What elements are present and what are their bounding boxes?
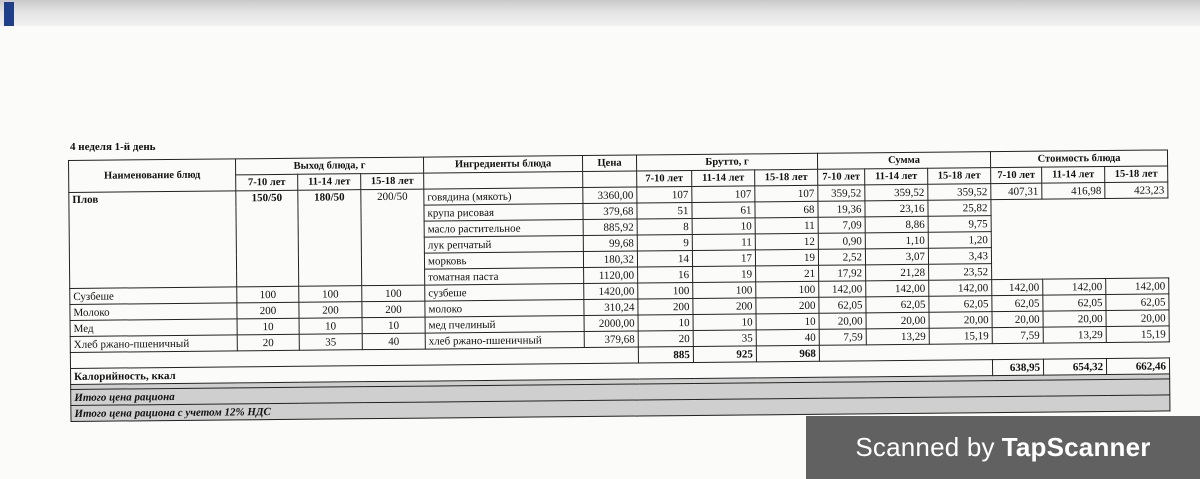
sum-value: 359,52 [928, 184, 991, 201]
dish-output: 10 [299, 318, 362, 335]
dish-name: Плов [69, 191, 237, 289]
gross-value: 68 [755, 201, 818, 218]
ingredients-subheader [424, 172, 583, 190]
watermark-brand: TapScanner [1001, 432, 1151, 462]
sum-value: 142,00 [866, 280, 929, 297]
cost-total: 654,32 [1043, 359, 1106, 376]
ingredient-price: 310,24 [584, 299, 638, 316]
gross-value: 8 [637, 219, 692, 236]
dish-output: 20 [237, 334, 299, 351]
dish-name: Сузбеше [70, 287, 237, 305]
gross-value: 12 [755, 233, 818, 250]
age-header: 15-18 лет [1105, 166, 1168, 183]
watermark-prefix: Scanned by [855, 432, 995, 462]
dish-output: 100 [237, 286, 299, 303]
gross-value: 61 [692, 202, 755, 219]
age-header: 15-18 лет [361, 173, 424, 190]
cost-value: 20,00 [1043, 311, 1106, 328]
sum-value: 21,28 [866, 264, 929, 281]
sum-header: Сумма [817, 152, 990, 170]
gross-value: 40 [756, 329, 819, 346]
gross-value: 35 [693, 330, 756, 347]
gross-value: 16 [638, 267, 693, 284]
dish-output: 200 [237, 302, 299, 319]
sum-value: 0,90 [818, 233, 865, 249]
age-header: 7-10 лет [637, 171, 692, 188]
ingredient-price: 3360,00 [583, 187, 637, 204]
gross-value: 51 [637, 203, 692, 220]
gross-total: 885 [638, 347, 693, 364]
cost-value: 15,19 [1106, 326, 1169, 343]
sum-value: 20,00 [929, 312, 992, 329]
ingredient-name: томатная паста [425, 268, 584, 286]
sum-value: 1,10 [865, 232, 928, 249]
gross-value: 11 [755, 217, 818, 234]
gross-value: 19 [755, 249, 818, 266]
sum-value: 20,00 [866, 312, 929, 329]
dish-output: 100 [362, 285, 425, 302]
cost-empty-area [991, 198, 1169, 280]
ingredient-name: сузбеше [425, 284, 584, 302]
age-header: 7-10 лет [818, 169, 865, 185]
ingredient-name: мед пчелиный [425, 316, 584, 334]
sum-value: 20,00 [819, 313, 866, 329]
gross-value: 10 [693, 314, 756, 331]
gross-value: 200 [693, 298, 756, 315]
dish-output: 150/50 [236, 190, 299, 287]
dish-name-header: Наименование блюд [69, 159, 236, 193]
gross-value: 17 [692, 250, 755, 267]
cost-value: 62,05 [992, 295, 1043, 311]
gross-value: 10 [692, 218, 755, 235]
cost-value: 416,98 [1042, 183, 1105, 200]
dish-output: 180/50 [298, 190, 362, 287]
sum-value: 62,05 [819, 297, 866, 313]
age-header: 11-14 лет [692, 170, 755, 187]
gross-value: 10 [638, 315, 693, 332]
sum-value: 15,19 [929, 328, 992, 345]
price-subheader [583, 171, 637, 188]
age-header: 11-14 лет [865, 168, 928, 185]
ingredient-name: масло растительное [424, 220, 583, 238]
output-header: Выход блюда, г [235, 157, 423, 175]
sum-value: 25,82 [928, 200, 991, 217]
total-vat-label: Итого цена рациона с учетом 12% НДС [71, 395, 1170, 422]
sum-value: 3,43 [928, 248, 991, 265]
gross-value: 107 [637, 187, 692, 204]
ingredient-price: 1120,00 [584, 267, 638, 284]
ingredient-price: 99,68 [583, 235, 637, 252]
sum-value: 359,52 [865, 184, 928, 201]
gross-value: 10 [756, 313, 819, 330]
sum-value: 19,36 [818, 201, 865, 217]
scan-edge-mark [4, 2, 14, 26]
dish-name: Хлеб ржано-пшеничный [70, 335, 237, 353]
age-header: 7-10 лет [236, 174, 298, 191]
calories-label: Калорийность, ккал [71, 360, 993, 385]
cost-value: 20,00 [1106, 310, 1169, 327]
cost-value: 20,00 [992, 311, 1043, 327]
cost-value: 13,29 [1043, 327, 1106, 344]
age-header: 15-18 лет [928, 168, 991, 185]
cost-total: 662,46 [1106, 358, 1169, 375]
sum-value: 17,92 [819, 265, 866, 281]
sum-value: 3,07 [865, 248, 928, 265]
sum-value: 13,29 [866, 328, 929, 345]
cost-value: 142,00 [992, 279, 1043, 295]
sum-value: 142,00 [929, 280, 992, 297]
dish-output: 200/50 [361, 189, 425, 286]
ingredient-price: 2000,00 [584, 315, 638, 332]
sum-value: 9,75 [928, 216, 991, 233]
ingredient-name: говядина (мякоть) [424, 188, 583, 206]
sum-value: 62,05 [866, 296, 929, 313]
gross-total: 925 [693, 346, 756, 363]
age-header: 11-14 лет [1042, 167, 1105, 184]
ingredient-name: морковь [424, 252, 583, 270]
ingredient-name: крупа рисовая [424, 204, 583, 222]
dish-name: Молоко [70, 303, 237, 321]
dish-output: 100 [299, 286, 362, 303]
ingredient-price: 379,68 [583, 203, 637, 220]
gross-value: 21 [756, 265, 819, 282]
sum-value: 62,05 [929, 296, 992, 313]
sum-value: 23,52 [929, 264, 992, 281]
dish-output: 35 [299, 334, 362, 351]
document-title: 4 неделя 1-й день [70, 141, 156, 153]
sum-value: 7,09 [818, 217, 865, 233]
sum-value: 2,52 [818, 249, 865, 265]
gross-value: 9 [637, 235, 692, 252]
ingredient-price: 379,68 [584, 331, 638, 348]
scan-top-strip [0, 0, 1200, 26]
ingredient-name: лук репчатый [424, 236, 583, 254]
gross-total: 968 [756, 345, 819, 362]
dish-output: 40 [362, 333, 425, 350]
ingredient-name: молоко [425, 300, 584, 318]
scanner-watermark [806, 416, 1200, 479]
dish-output: 10 [237, 318, 299, 335]
cost-value: 407,31 [991, 183, 1042, 199]
price-header: Цена [582, 155, 636, 172]
menu-table [68, 149, 1170, 422]
gross-value: 100 [756, 281, 819, 298]
sum-value: 8,86 [865, 216, 928, 233]
ingredient-name: хлеб ржано-пшеничный [425, 332, 584, 350]
total-label: Итого цена рациона [71, 379, 1170, 406]
gross-value: 14 [637, 251, 692, 268]
age-header: 15-18 лет [755, 169, 818, 186]
gross-value: 200 [756, 297, 819, 314]
gross-value: 107 [692, 186, 755, 203]
cost-value: 7,59 [992, 327, 1043, 343]
gross-value: 107 [755, 185, 818, 202]
cost-total: 638,95 [992, 359, 1043, 375]
gross-value: 200 [638, 299, 693, 316]
dish-output: 200 [299, 302, 362, 319]
cost-header: Стоимость блюда [990, 150, 1167, 168]
gross-value: 11 [692, 234, 755, 251]
sum-value: 7,59 [819, 329, 866, 345]
gross-value: 20 [638, 331, 693, 348]
dish-output: 10 [362, 317, 425, 334]
gross-value: 100 [638, 283, 693, 300]
ingredient-price: 180,32 [583, 251, 637, 268]
cost-value: 62,05 [1043, 295, 1106, 312]
age-header: 7-10 лет [991, 167, 1042, 183]
gross-header: Брутто, г [636, 153, 817, 171]
ingredient-price: 885,92 [583, 219, 637, 236]
dish-name: Мед [70, 319, 237, 337]
sum-value: 359,52 [818, 185, 865, 201]
sum-value: 1,20 [928, 232, 991, 249]
sum-value: 23,16 [865, 200, 928, 217]
dish-output: 200 [362, 301, 425, 318]
cost-value: 62,05 [1106, 294, 1169, 311]
gross-value: 100 [693, 282, 756, 299]
cost-value: 142,00 [1043, 279, 1106, 296]
ingredients-header: Ингредиенты блюда [423, 156, 582, 174]
age-header: 11-14 лет [298, 174, 361, 191]
sum-value: 142,00 [819, 281, 866, 297]
ingredient-price: 1420,00 [584, 283, 638, 300]
cost-value: 423,23 [1105, 182, 1168, 199]
cost-value: 142,00 [1106, 278, 1169, 295]
gross-value: 19 [693, 266, 756, 283]
